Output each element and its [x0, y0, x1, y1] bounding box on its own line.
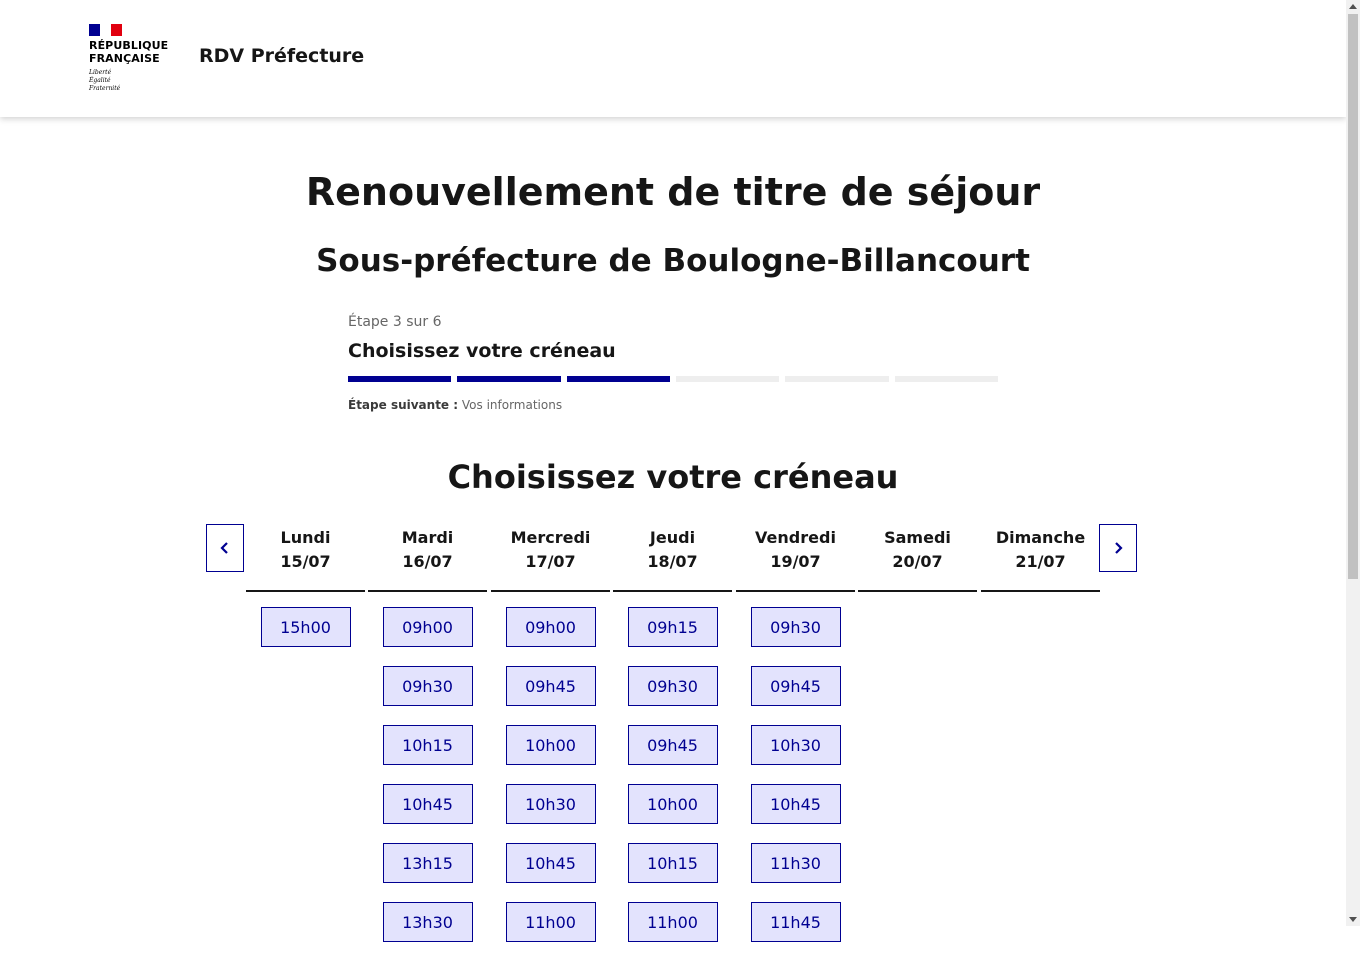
time-slot-button[interactable]: 09h00	[383, 607, 473, 647]
time-slot-button[interactable]: 15h00	[261, 607, 351, 647]
scrollbar-thumb[interactable]	[1348, 14, 1358, 579]
day-name: Jeudi	[649, 528, 696, 547]
day-name: Samedi	[884, 528, 951, 547]
day-header	[246, 524, 365, 592]
time-slot-button[interactable]: 09h30	[383, 666, 473, 706]
chevron-left-icon	[219, 541, 231, 555]
slot-list	[736, 592, 855, 942]
time-slot-button[interactable]: 10h45	[506, 843, 596, 883]
stepper-bar	[457, 376, 560, 382]
time-slot-button[interactable]: 09h15	[628, 607, 718, 647]
previous-week-button[interactable]	[206, 524, 244, 572]
stepper-bar	[348, 376, 451, 382]
day-name: Vendredi	[755, 528, 836, 547]
time-slot-button[interactable]: 10h45	[383, 784, 473, 824]
time-slot-button[interactable]: 09h00	[506, 607, 596, 647]
day-date: 17/07	[525, 552, 576, 571]
time-slot-button[interactable]: 10h30	[751, 725, 841, 765]
day-date: 15/07	[280, 552, 331, 571]
time-slot-button[interactable]: 10h15	[628, 843, 718, 883]
slot-section-title: Choisissez votre créneau	[447, 458, 899, 496]
day-header	[981, 524, 1100, 592]
scroll-down-icon[interactable]	[1349, 917, 1357, 922]
time-slot-button[interactable]: 09h30	[628, 666, 718, 706]
site-header	[0, 0, 1346, 117]
day-date: 21/07	[1015, 552, 1066, 571]
time-slot-button[interactable]: 10h00	[506, 725, 596, 765]
time-slot-button[interactable]: 11h45	[751, 902, 841, 942]
time-slot-button[interactable]: 11h00	[506, 902, 596, 942]
day-date: 19/07	[770, 552, 821, 571]
day-name: Lundi	[280, 528, 331, 547]
logo-motto	[89, 69, 120, 93]
stepper-bar	[895, 376, 998, 382]
slot-list	[858, 592, 977, 607]
day-column	[246, 524, 365, 666]
time-slot-button[interactable]: 10h45	[751, 784, 841, 824]
logo-francaise: FRANÇAISE	[89, 52, 160, 65]
page-scrollbar[interactable]	[1346, 0, 1360, 926]
day-name: Dimanche	[995, 528, 1086, 547]
logo-republique: RÉPUBLIQUE	[89, 39, 169, 52]
day-header	[368, 524, 487, 592]
service-title[interactable]: RDV Préfecture	[199, 45, 365, 67]
day-column	[368, 524, 487, 961]
slot-list	[368, 592, 487, 942]
slot-list	[981, 592, 1100, 607]
time-slot-button[interactable]: 10h30	[506, 784, 596, 824]
stepper-progress-bars	[348, 376, 998, 382]
motto-fraternite: Fraternité	[89, 85, 121, 92]
logo-text	[89, 39, 168, 65]
day-column	[491, 524, 610, 961]
stepper-state: Étape 3 sur 6	[348, 314, 442, 330]
day-date: 20/07	[892, 552, 943, 571]
day-header	[736, 524, 855, 592]
time-slot-button[interactable]: 09h45	[751, 666, 841, 706]
page-title: Renouvellement de titre de séjour	[305, 170, 1041, 214]
time-slot-button[interactable]: 11h00	[628, 902, 718, 942]
time-slot-button[interactable]: 13h30	[383, 902, 473, 942]
day-name: Mardi	[401, 528, 454, 547]
stepper	[348, 314, 998, 412]
motto-liberte: Liberté	[89, 69, 112, 76]
time-slot-button[interactable]: 09h45	[506, 666, 596, 706]
day-column	[981, 524, 1100, 607]
day-header	[491, 524, 610, 592]
stepper-next-step	[348, 398, 998, 412]
time-slot-button[interactable]: 11h30	[751, 843, 841, 883]
scroll-up-icon[interactable]	[1349, 4, 1357, 9]
time-slot-button[interactable]: 10h15	[383, 725, 473, 765]
day-date: 18/07	[647, 552, 698, 571]
time-slot-button[interactable]: 09h30	[751, 607, 841, 647]
slot-list	[613, 592, 732, 942]
stepper-bar	[567, 376, 670, 382]
french-flag-icon	[89, 24, 122, 36]
stepper-next-label: Étape suivante :	[348, 398, 459, 412]
stepper-title: Choisissez votre créneau	[348, 340, 616, 362]
next-week-button[interactable]	[1099, 524, 1137, 572]
day-date: 16/07	[402, 552, 453, 571]
stepper-bar	[785, 376, 888, 382]
day-column	[613, 524, 732, 961]
republique-francaise-logo[interactable]	[89, 24, 179, 96]
chevron-right-icon	[1112, 541, 1124, 555]
day-header	[613, 524, 732, 592]
time-slot-button[interactable]: 10h00	[628, 784, 718, 824]
stepper-bar	[676, 376, 779, 382]
time-slot-button[interactable]: 13h15	[383, 843, 473, 883]
slot-list	[246, 592, 365, 647]
page-subtitle: Sous-préfecture de Boulogne-Billancourt	[316, 243, 1030, 279]
motto-egalite: Égalité	[89, 77, 111, 84]
day-column	[858, 524, 977, 607]
slot-list	[491, 592, 610, 942]
day-name: Mercredi	[510, 528, 591, 547]
day-column	[736, 524, 855, 961]
time-slot-button[interactable]: 09h45	[628, 725, 718, 765]
day-header	[858, 524, 977, 592]
stepper-next-value: Vos informations	[461, 398, 563, 412]
